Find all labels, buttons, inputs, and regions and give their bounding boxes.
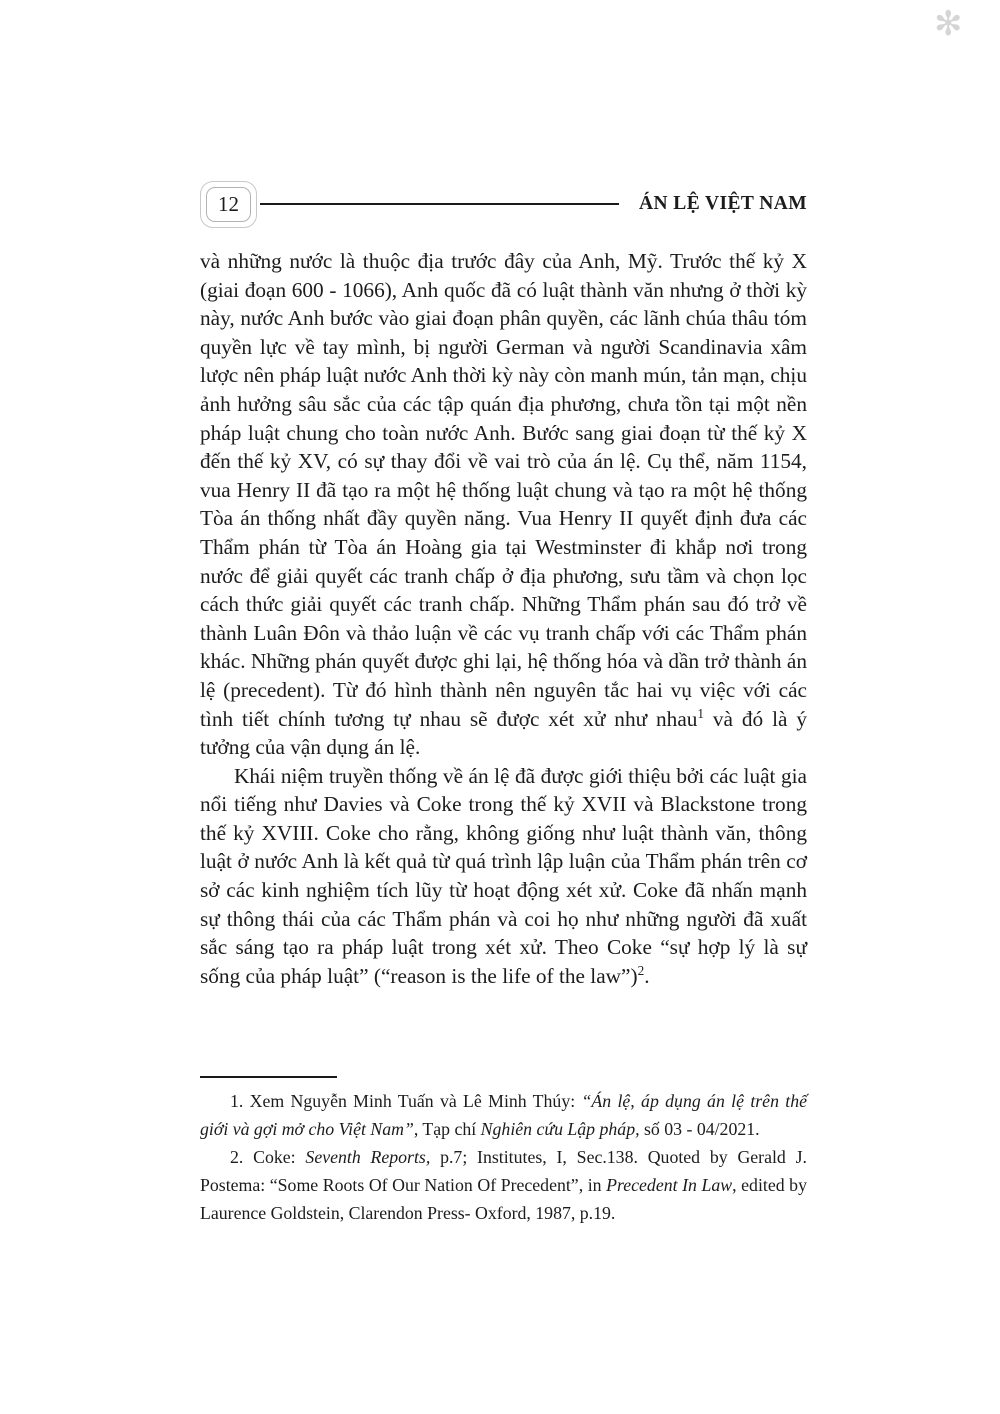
text-run: 2. Coke: <box>230 1147 306 1167</box>
footnote-separator <box>200 1076 337 1078</box>
header-rule <box>260 203 619 206</box>
paragraph <box>200 762 807 991</box>
page-header <box>200 180 807 228</box>
text-run: Seventh Reports, <box>305 1147 431 1167</box>
footnote <box>200 1087 807 1143</box>
flower-ornament-icon: ✻ <box>934 4 963 44</box>
footnote-ref: 2 <box>637 962 645 978</box>
paragraph <box>200 247 807 762</box>
text-run: . <box>644 963 650 988</box>
body-text <box>200 247 807 990</box>
footnote <box>200 1143 807 1227</box>
footnote-ref: 1 <box>697 705 705 721</box>
page-number: 12 <box>206 187 251 222</box>
text-run: “Án lệ, áp dụng án lệ trên thế giới và gợi mở cho Việt Nam” <box>200 1091 808 1139</box>
footnotes-section <box>200 1076 807 1227</box>
running-title: ÁN LỆ VIỆT NAM <box>639 193 807 214</box>
text-run: Khái niệm truyền thống về án lệ đã được giới thiệu bởi các luật gia nổi tiếng như Davies và Coke trong thế kỷ XVII và Blackstone trong thế kỷ XVIII. Coke cho rằng, không giống như luật thành văn, thông luật ở nước Anh là kết quả từ quá trình lập luận của Thẩm phán trên cơ sở các kinh nghiệm tích lũy từ hoạt động xét xử. Coke đã nhấn mạnh sự thông thái của các Thẩm phán và coi họ như những người đã xuất sắc sáng tạo ra pháp luật trong xét xử. Theo Coke “sự hợp lý là sự sống của pháp luật” (“reason is the life of the law”) <box>200 763 807 988</box>
text-run: Precedent In Law <box>606 1175 733 1195</box>
text-run: , Tạp chí <box>413 1119 481 1139</box>
text-run: và những nước là thuộc địa trước đây của Anh, Mỹ. Trước thế kỷ X (giai đoạn 600 - 1066), Anh quốc đã có luật thành văn nhưng ở thời kỳ này, nước Anh bước vào giai đoạn phân quyền, các lãnh chúa thâu tóm quyền lực về tay mình, bị người German và người Scandinavia xâm lược nên pháp luật nước Anh thời kỳ này còn manh mún, tản mạn, chịu ảnh hưởng sâu sắc của các tập quán địa phương, chưa tồn tại một nền pháp luật chung cho toàn nước Anh. Bước sang giai đoạn từ thế kỷ X đến thế kỷ XV, có sự thay đổi về vai trò của án lệ. Cụ thể, năm 1154, vua Henry II đã tạo ra một hệ thống luật chung và tạo ra một hệ thống Tòa án thống nhất đầy quyền năng. Vua Henry II quyết định đưa các Thẩm phán từ Tòa án Hoàng gia tại Westminster đi khắp nơi trong nước để giải quyết các tranh chấp ở địa phương, sưu tầm và chọn lọc cách thức giải quyết các tranh chấp. Những Thẩm phán sau đó trở về thành Luân Đôn và thảo luận về các vụ tranh chấp với các Thẩm phán khác. Những phán quyết được ghi lại, hệ thống hóa và dần trở thành án lệ (precedent). Từ đó hình thành nên nguyên tắc hai vụ việc với các tình tiết chính tương tự nhau sẽ được xét xử như nhau <box>200 249 807 731</box>
text-run: và đó là ý tưởng của vận dụng án lệ. <box>200 706 807 760</box>
page-number-box <box>200 181 257 228</box>
text-run: , edited by Laurence Goldstein, Clarendon Press- Oxford, 1987, p.19. <box>200 1175 807 1223</box>
text-run: Nghiên cứu Lập pháp, <box>480 1119 640 1139</box>
text-run: 1. Xem Nguyễn Minh Tuấn và Lê Minh Thúy: <box>230 1091 582 1111</box>
text-run: p.7; Institutes, I, Sec.138. Quoted by Gerald J. Postema: “Some Roots Of Our Nation Of Precedent”, in <box>200 1147 807 1195</box>
text-run: số 03 - 04/2021. <box>639 1119 760 1139</box>
